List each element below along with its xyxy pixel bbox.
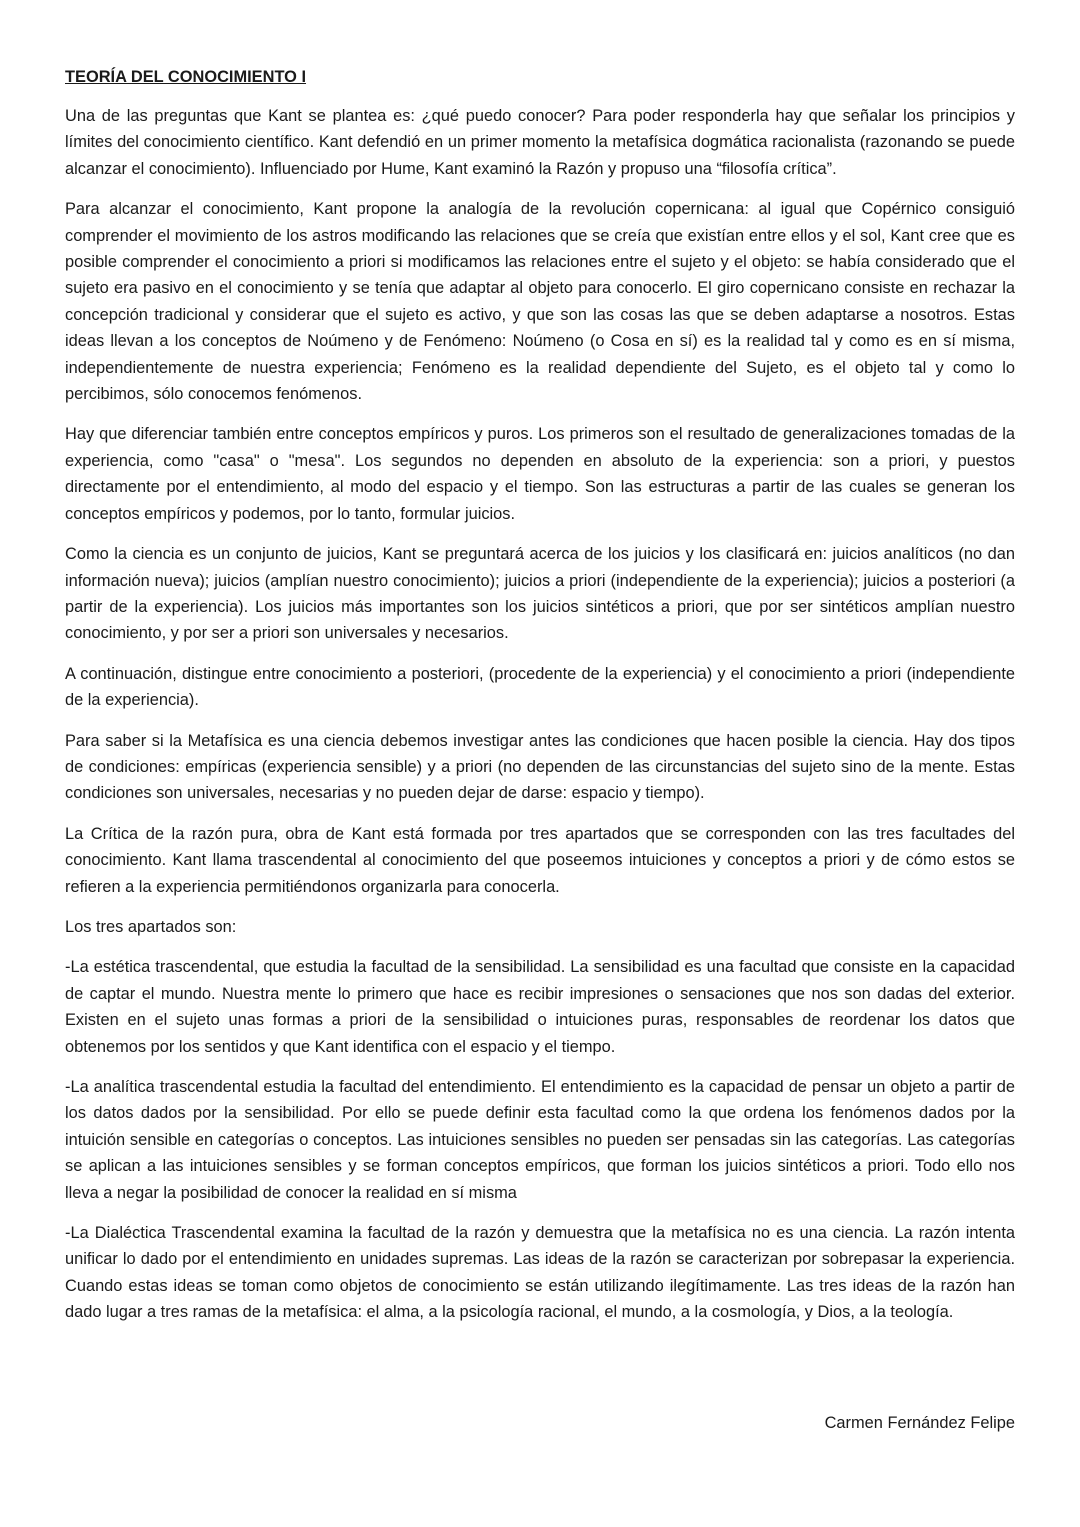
paragraph-knowledge-types: A continuación, distingue entre conocimiento a posteriori, (procedente de la experiencia) y el conocimiento a priori (independiente de la experiencia). [65, 664, 1015, 710]
paragraph-sections-intro: Los tres apartados son: [65, 917, 237, 936]
paragraph-concepts: Hay que diferenciar también entre conceptos empíricos y puros. Los primeros son el resultado de generalizaciones tomadas de la experiencia, como "casa" o "mesa". Los segundos no dependen en absoluto de la experiencia: son a priori, y puestos directamente por el entendimiento, al modo del espacio y el tiempo. Son las estructuras a partir de las cuales se generan los conceptos empíricos y podemos, por lo tanto, formular juicios. [65, 425, 1015, 523]
paragraph-copernican-revolution: Para alcanzar el conocimiento, Kant propone la analogía de la revolución copernicana: al igual que Copérnico consiguió comprender el movimiento de los astros modificando las relaciones que se creía que existían entre ellos y el sol, Kant cree que es posible comprender el conocimiento a priori si modificamos las relaciones entre el sujeto y el objeto: se había considerado que el sujeto era pasivo en el conocimiento y se tenía que adaptar al objeto para conocerlo. El giro copernicano consiste en rechazar la concepción tradicional y considerar que el sujeto es activo, y que son las cosas las que se deben adaptarse a nosotros. Estas ideas llevan a los conceptos de Noúmeno y de Fenómeno: Noúmeno (o Cosa en sí) es la realidad tal y como es en sí misma, independientemente de nuestra experiencia; Fenómeno es la realidad dependiente del Sujeto, es el objeto tal y como lo percibimos, sólo conocemos fenómenos. [65, 200, 1015, 404]
paragraph-critique: La Crítica de la razón pura, obra de Kant está formada por tres apartados que se corresponden con las tres facultades del conocimiento. Kant llama trascendental al conocimiento del que poseemos intuiciones y conceptos a priori y de cómo estos se refieren a la experiencia permitiéndonos organizarla para conocerla. [65, 824, 1015, 896]
document-title: TEORÍA DEL CONOCIMIENTO I [65, 68, 307, 86]
paragraph-aesthetic: -La estética trascendental, que estudia la facultad de la sensibilidad. La sensibilidad es una facultad que consiste en la capacidad de captar el mundo. Nuestra mente lo primero que hace es recibir impresiones o sensaciones que nos son dadas del exterior. Existen en el sujeto unas formas a priori de la sensibilidad o intuiciones puras, responsables de reordenar los datos que obtenemos por los sentidos y que Kant identifica con el espacio y el tiempo. [65, 958, 1015, 1056]
paragraph-conditions: Para saber si la Metafísica es una ciencia debemos investigar antes las condiciones que hacen posible la ciencia. Hay dos tipos de condiciones: empíricas (experiencia sensible) y a priori (no dependen de las circunstancias del sujeto sino de la mente. Estas condiciones son universales, necesarias y no pueden dejar de darse: espacio y tiempo). [65, 731, 1015, 803]
paragraph-analytic: -La analítica trascendental estudia la facultad del entendimiento. El entendimiento es la capacidad de pensar un objeto a partir de los datos dados por la sensibilidad. Por ello se puede definir esta facultad como la que ordena los fenómenos dados por la intuición sensible en categorías o conceptos. Las intuiciones sensibles no pueden ser pensadas sin las categorías. Las categorías se aplican a las intuiciones sensibles y se forman conceptos empíricos, que forman los juicios sintéticos a priori. Todo ello nos lleva a negar la posibilidad de conocer la realidad en sí misma [65, 1078, 1015, 1202]
author-signature: Carmen Fernández Felipe [824, 1414, 1015, 1432]
paragraph-intro: Una de las preguntas que Kant se plantea es: ¿qué puedo conocer? Para poder responderla hay que señalar los principios y límites del conocimiento científico. Kant defendió en un primer momento la metafísica dogmática racionalista (razonando se puede alcanzar el conocimiento). Influenciado por Hume, Kant examinó la Razón y propuso una “filosofía crítica”. [65, 107, 1015, 178]
paragraph-judgments: Como la ciencia es un conjunto de juicios, Kant se preguntará acerca de los juicios y los clasificará en: juicios analíticos (no dan información nueva); juicios (amplían nuestro conocimiento); juicios a priori (independiente de la experiencia); juicios a posteriori (a partir de la experiencia). Los juicios más importantes son los juicios sintéticos a priori, que por ser sintéticos amplían nuestro conocimiento, y por ser a priori son universales y necesarios. [65, 545, 1015, 643]
paragraph-dialectic: -La Dialéctica Trascendental examina la facultad de la razón y demuestra que la metafísica no es una ciencia. La razón intenta unificar lo dado por el entendimiento en unidades supremas. Las ideas de la razón se caracterizan por sobrepasar la experiencia. Cuando estas ideas se toman como objetos de conocimiento se están utilizando ilegítimamente. Las tres ideas de la razón han dado lugar a tres ramas de la metafísica: el alma, a la psicología racional, el mundo, a la cosmología, y Dios, a la teología. [65, 1224, 1015, 1322]
document-body [65, 64, 1015, 1340]
